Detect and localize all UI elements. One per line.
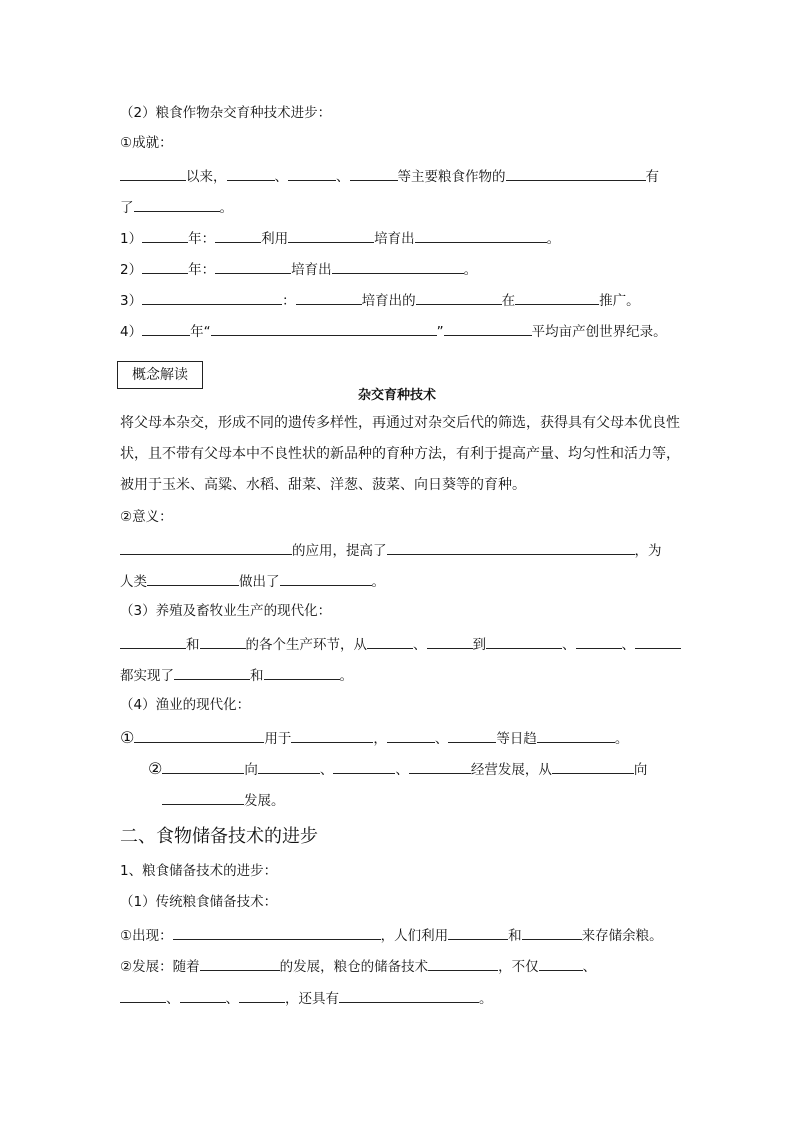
blank-field[interactable] xyxy=(415,228,547,243)
blank-field[interactable] xyxy=(120,166,186,181)
meaning-line-2: 人类 做出了 。 xyxy=(120,571,385,591)
blank-field[interactable] xyxy=(134,728,264,743)
blank-field[interactable] xyxy=(258,759,320,774)
blank-field[interactable] xyxy=(333,759,395,774)
blank-field[interactable] xyxy=(387,728,435,743)
blank-field[interactable] xyxy=(147,571,239,586)
concept-paragraph xyxy=(120,408,690,501)
blank-field[interactable] xyxy=(142,259,188,274)
achievement-line-1: 以来， 、 、 等主要粮食作物的 有 xyxy=(120,166,659,186)
blank-field[interactable] xyxy=(142,290,282,305)
blank-field[interactable] xyxy=(576,634,622,649)
blank-field[interactable] xyxy=(227,166,275,181)
blank-field[interactable] xyxy=(409,759,471,774)
blank-field[interactable] xyxy=(162,790,244,805)
blank-field[interactable] xyxy=(506,166,646,181)
blank-field[interactable] xyxy=(635,634,681,649)
concept-box: 概念解读 xyxy=(117,361,203,389)
record-2: 2） 年： 培育出 。 xyxy=(120,259,477,279)
achievement-label: ①成就： xyxy=(120,135,173,151)
blank-field[interactable] xyxy=(200,634,246,649)
blank-field[interactable] xyxy=(120,634,186,649)
blank-field[interactable] xyxy=(332,259,464,274)
blank-field[interactable] xyxy=(162,759,244,774)
blank-field[interactable] xyxy=(134,197,220,212)
concept-line: 将父母本杂交，形成不同的遗传多样性，再通过对杂交后代的筛选，获得具有父母本优良性 xyxy=(120,415,680,431)
development-line-2: 、 、 ，还具有 。 xyxy=(120,988,493,1008)
blank-field[interactable] xyxy=(448,728,496,743)
blank-field[interactable] xyxy=(350,166,398,181)
grain-storage-heading: 1、粮食储备技术的进步： xyxy=(120,863,278,879)
blank-field[interactable] xyxy=(448,925,508,940)
blank-field[interactable] xyxy=(387,540,635,555)
blank-field[interactable] xyxy=(280,571,372,586)
blank-field[interactable] xyxy=(142,228,188,243)
fishery-line-1: ① 用于 ， 、 等日趋 。 xyxy=(120,728,629,747)
blank-field[interactable] xyxy=(339,988,479,1003)
section-hybrid-heading: （2）粮食作物杂交育种技术进步： xyxy=(120,105,332,121)
blank-field[interactable] xyxy=(428,956,498,971)
blank-field[interactable] xyxy=(537,728,615,743)
fishery-line-3: 发展。 xyxy=(162,790,285,810)
blank-field[interactable] xyxy=(416,290,502,305)
blank-field[interactable] xyxy=(444,321,532,336)
blank-field[interactable] xyxy=(173,925,381,940)
blank-field[interactable] xyxy=(367,634,413,649)
fishery-heading: （4）渔业的现代化： xyxy=(120,697,251,713)
blank-field[interactable] xyxy=(142,321,190,336)
blank-field[interactable] xyxy=(215,228,261,243)
blank-field[interactable] xyxy=(180,988,226,1003)
record-1: 1） 年： 利用 培育出 。 xyxy=(120,228,560,248)
blank-field[interactable] xyxy=(296,290,362,305)
blank-field[interactable] xyxy=(486,634,562,649)
fishery-line-2: ② 向 、 、 经营发展，从 向 xyxy=(148,759,648,778)
blank-field[interactable] xyxy=(174,665,250,680)
blank-field[interactable] xyxy=(539,956,583,971)
blank-field[interactable] xyxy=(239,988,285,1003)
blank-field[interactable] xyxy=(211,321,437,336)
blank-field[interactable] xyxy=(515,290,599,305)
livestock-heading: （3）养殖及畜牧业生产的现代化： xyxy=(120,603,332,619)
blank-field[interactable] xyxy=(288,228,374,243)
blank-field[interactable] xyxy=(291,728,373,743)
livestock-line-2: 都实现了 和 。 xyxy=(120,665,353,685)
meaning-line-1: 的应用，提高了 ，为 xyxy=(120,540,662,560)
concept-line: 状，且不带有父母本中不良性状的新品种的育种方法，有利于提高产量、均匀性和活力等， xyxy=(120,446,680,462)
blank-field[interactable] xyxy=(264,665,340,680)
blank-field[interactable] xyxy=(215,259,291,274)
section-2-heading: 二、食物储备技术的进步 xyxy=(120,826,318,847)
blank-field[interactable] xyxy=(288,166,336,181)
blank-field[interactable] xyxy=(120,988,166,1003)
blank-field[interactable] xyxy=(120,540,292,555)
meaning-label: ②意义： xyxy=(120,509,173,525)
record-3: 3） ： 培育出的 在 推广。 xyxy=(120,290,640,310)
blank-field[interactable] xyxy=(427,634,473,649)
livestock-line-1: 和 的各个生产环节，从 、 到 、 、 xyxy=(120,634,681,654)
blank-field[interactable] xyxy=(552,759,634,774)
development-line-1: ②发展：随着 的发展，粮仓的储备技术 ，不仅 、 xyxy=(120,956,596,976)
concept-line: 被用于玉米、高粱、水稻、甜菜、洋葱、菠菜、向日葵等的育种。 xyxy=(120,477,526,493)
appearance-line: ①出现： ，人们利用 和 来存储余粮。 xyxy=(120,925,663,945)
concept-title: 杂交育种技术 xyxy=(357,388,436,403)
blank-field[interactable] xyxy=(200,956,280,971)
blank-field[interactable] xyxy=(522,925,582,940)
achievement-line-2: 了 。 xyxy=(120,197,233,217)
record-4: 4） 年“ ” 平均亩产创世界纪录。 xyxy=(120,321,667,341)
traditional-storage-heading: （1）传统粮食储备技术： xyxy=(120,894,278,910)
